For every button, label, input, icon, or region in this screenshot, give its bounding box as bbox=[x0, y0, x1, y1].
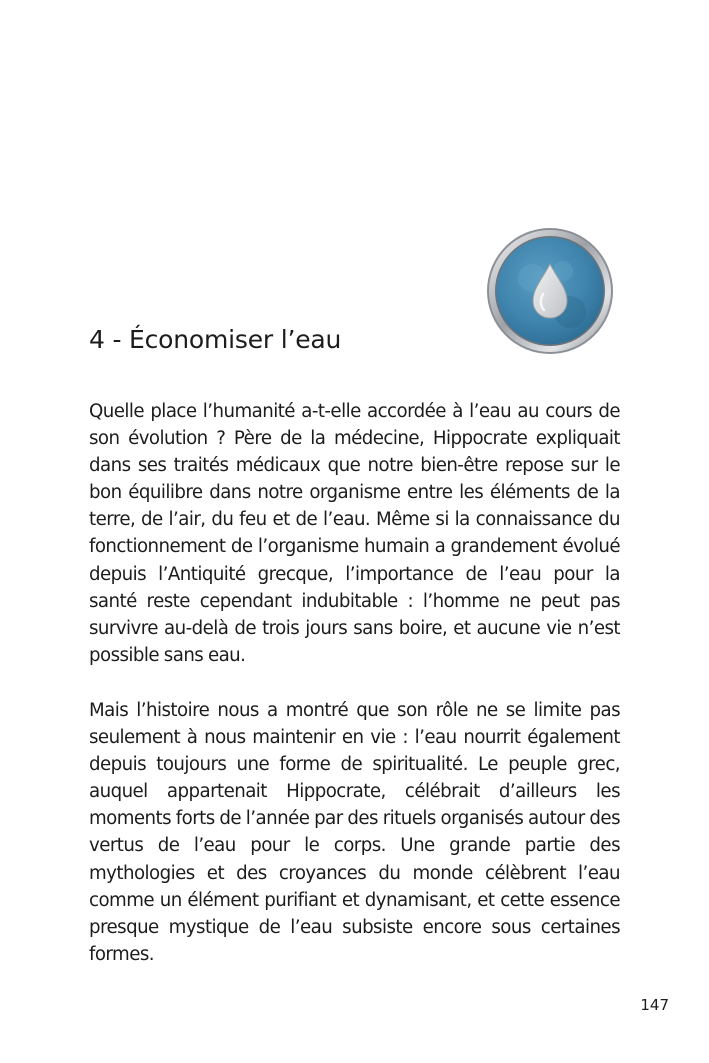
paragraph-2-text: Mais l’histoire nous a montré que son rôle ne se limite pas seulement à nous maintenir en vie : l’eau nourrit également depuis toujours une forme de spiritualité. Le peuple grec, auquel appartenait Hippocrate, célébrait d’ailleurs les moments forts de l’année par des rituels organisés autour des vertus de l’eau pour le corps. Une grande partie des mythologies et des croyances du monde célèbrent l’eau comme un élément purifiant et dynamisant, et cette essence presque mystique de l’eau subsiste encore sous certaines formes. bbox=[89, 700, 620, 965]
paragraph-2 bbox=[89, 697, 620, 968]
page-number: 147 bbox=[640, 996, 669, 1014]
paragraph-1-text: Quelle place l’humanité a-t-elle accordée à l’eau au cours de son évolution ? Père de la médecine, Hippocrate expliquait dans ses traités médicaux que notre bien-être repose sur le bon équilibre dans notre organisme entre les éléments de la terre, de l’air, du feu et de l’eau. Même si la connaissance du fonctionnement de l’organisme humain a grandement évolué depuis l’Antiquité grecque, l’importance de l’eau pour la santé reste cependant indubitable : l’homme ne peut pas survivre au-delà de trois jours sans boire, et aucune vie n’est possible sans eau. bbox=[89, 401, 620, 666]
chapter-title: 4 - Économiser l’eau bbox=[89, 325, 342, 354]
paragraph-1 bbox=[89, 398, 620, 669]
water-drop-icon bbox=[485, 226, 615, 356]
